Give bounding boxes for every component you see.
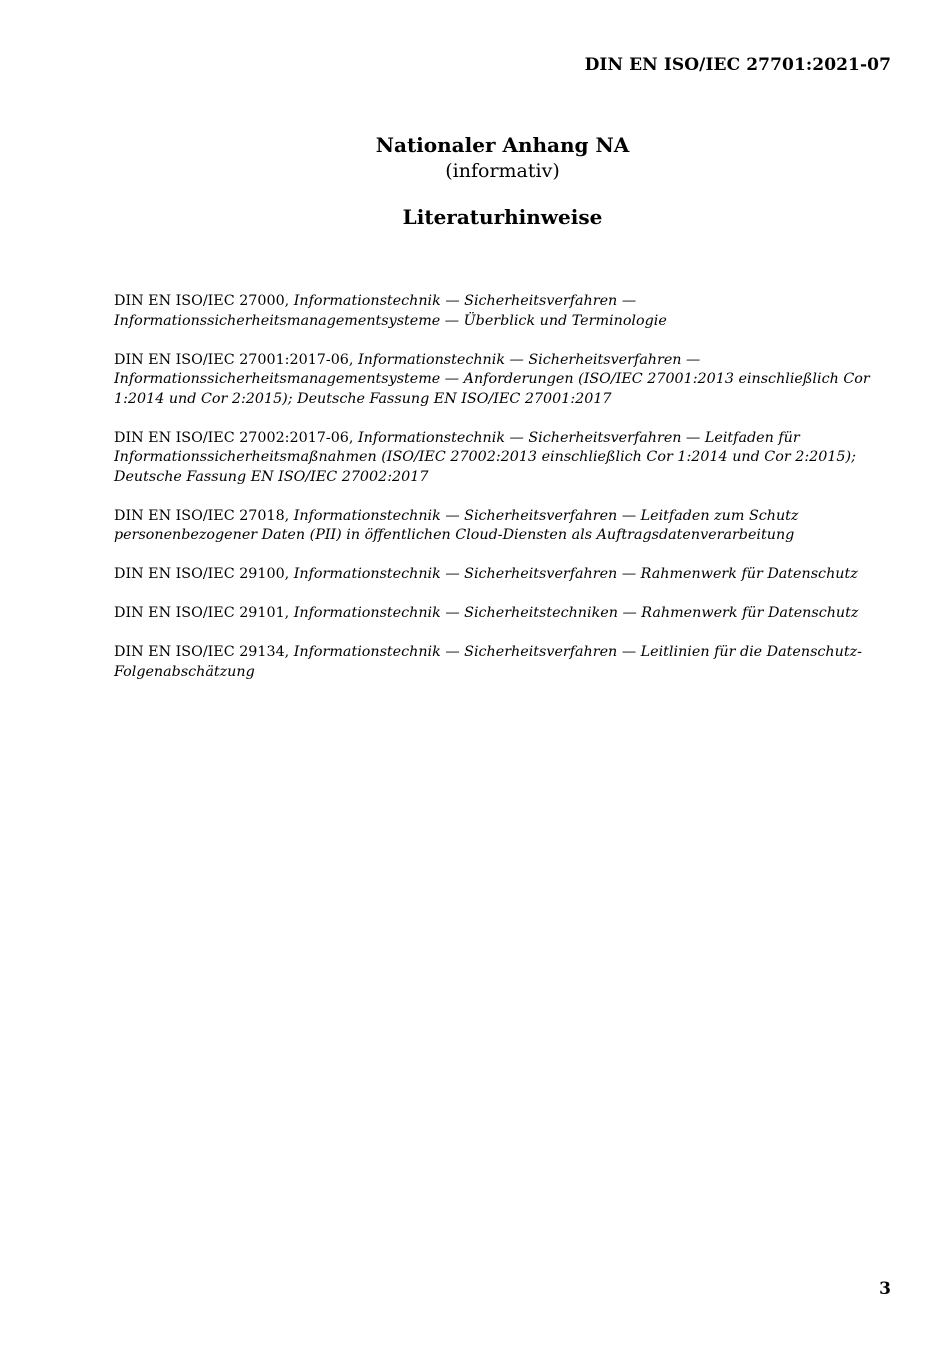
reference-item (114, 292, 894, 331)
reference-item (114, 507, 894, 546)
reference-designation: DIN EN ISO/IEC 27002:2017-06, (114, 429, 354, 446)
reference-title: Informationstechnik — Sicherheitsverfahren — Leitfaden zum Schutz personenbezogener Daten (PII) in öffentlichen Cloud-Diensten als Auftragsdatenverarbeitung (114, 507, 799, 543)
reference-designation: DIN EN ISO/IEC 27018, (114, 507, 290, 524)
reference-title: Informationstechnik — Sicherheitsverfahren — Leitfaden für Informationssicherheitsmaßnahmen (ISO/IEC 27002:2013 einschließlich Cor 1:2014 und Cor 2:2015); Deutsche Fassung EN ISO/IEC 27002:2017 (114, 429, 856, 485)
reference-designation: DIN EN ISO/IEC 27001:2017-06, (114, 351, 354, 368)
reference-designation: DIN EN ISO/IEC 29101, (114, 605, 290, 621)
reference-title: Informationstechnik — Sicherheitsverfahren — Leitlinien für die Datenschutz-Folgenabschätzung (114, 644, 862, 680)
reference-item (114, 351, 894, 410)
reference-title: Informationstechnik — Sicherheitsverfahren — Informationssicherheitsmanagementsysteme — Anforderungen (ISO/IEC 27001:2013 einschließlich Cor 1:2014 und Cor 2:2015); Deutsche Fassung EN ISO/IEC 27001:2017 (114, 351, 870, 407)
reference-item (114, 604, 894, 624)
section-title: Literaturhinweise (402, 205, 603, 229)
reference-item (114, 565, 894, 585)
reference-title: Informationstechnik — Sicherheitsverfahren — Rahmenwerk für Datenschutz (293, 566, 858, 582)
reference-designation: DIN EN ISO/IEC 29100, (114, 566, 290, 582)
annex-title: Nationaler Anhang NA (375, 133, 630, 157)
reference-title: Informationstechnik — Sicherheitsverfahren — Informationssicherheitsmanagementsysteme — Überblick und Terminologie (114, 293, 667, 329)
reference-list (114, 292, 894, 702)
reference-designation: DIN EN ISO/IEC 29134, (114, 644, 290, 660)
annex-subtitle: (informativ) (445, 160, 560, 182)
document-id: DIN EN ISO/IEC 27701:2021-07 (584, 55, 891, 75)
annex-heading (0, 131, 950, 231)
reference-item (114, 429, 894, 488)
reference-item (114, 643, 894, 682)
reference-title: Informationstechnik — Sicherheitstechniken — Rahmenwerk für Datenschutz (293, 605, 859, 621)
page-number: 3 (879, 1279, 891, 1299)
reference-designation: DIN EN ISO/IEC 27000, (114, 293, 290, 309)
